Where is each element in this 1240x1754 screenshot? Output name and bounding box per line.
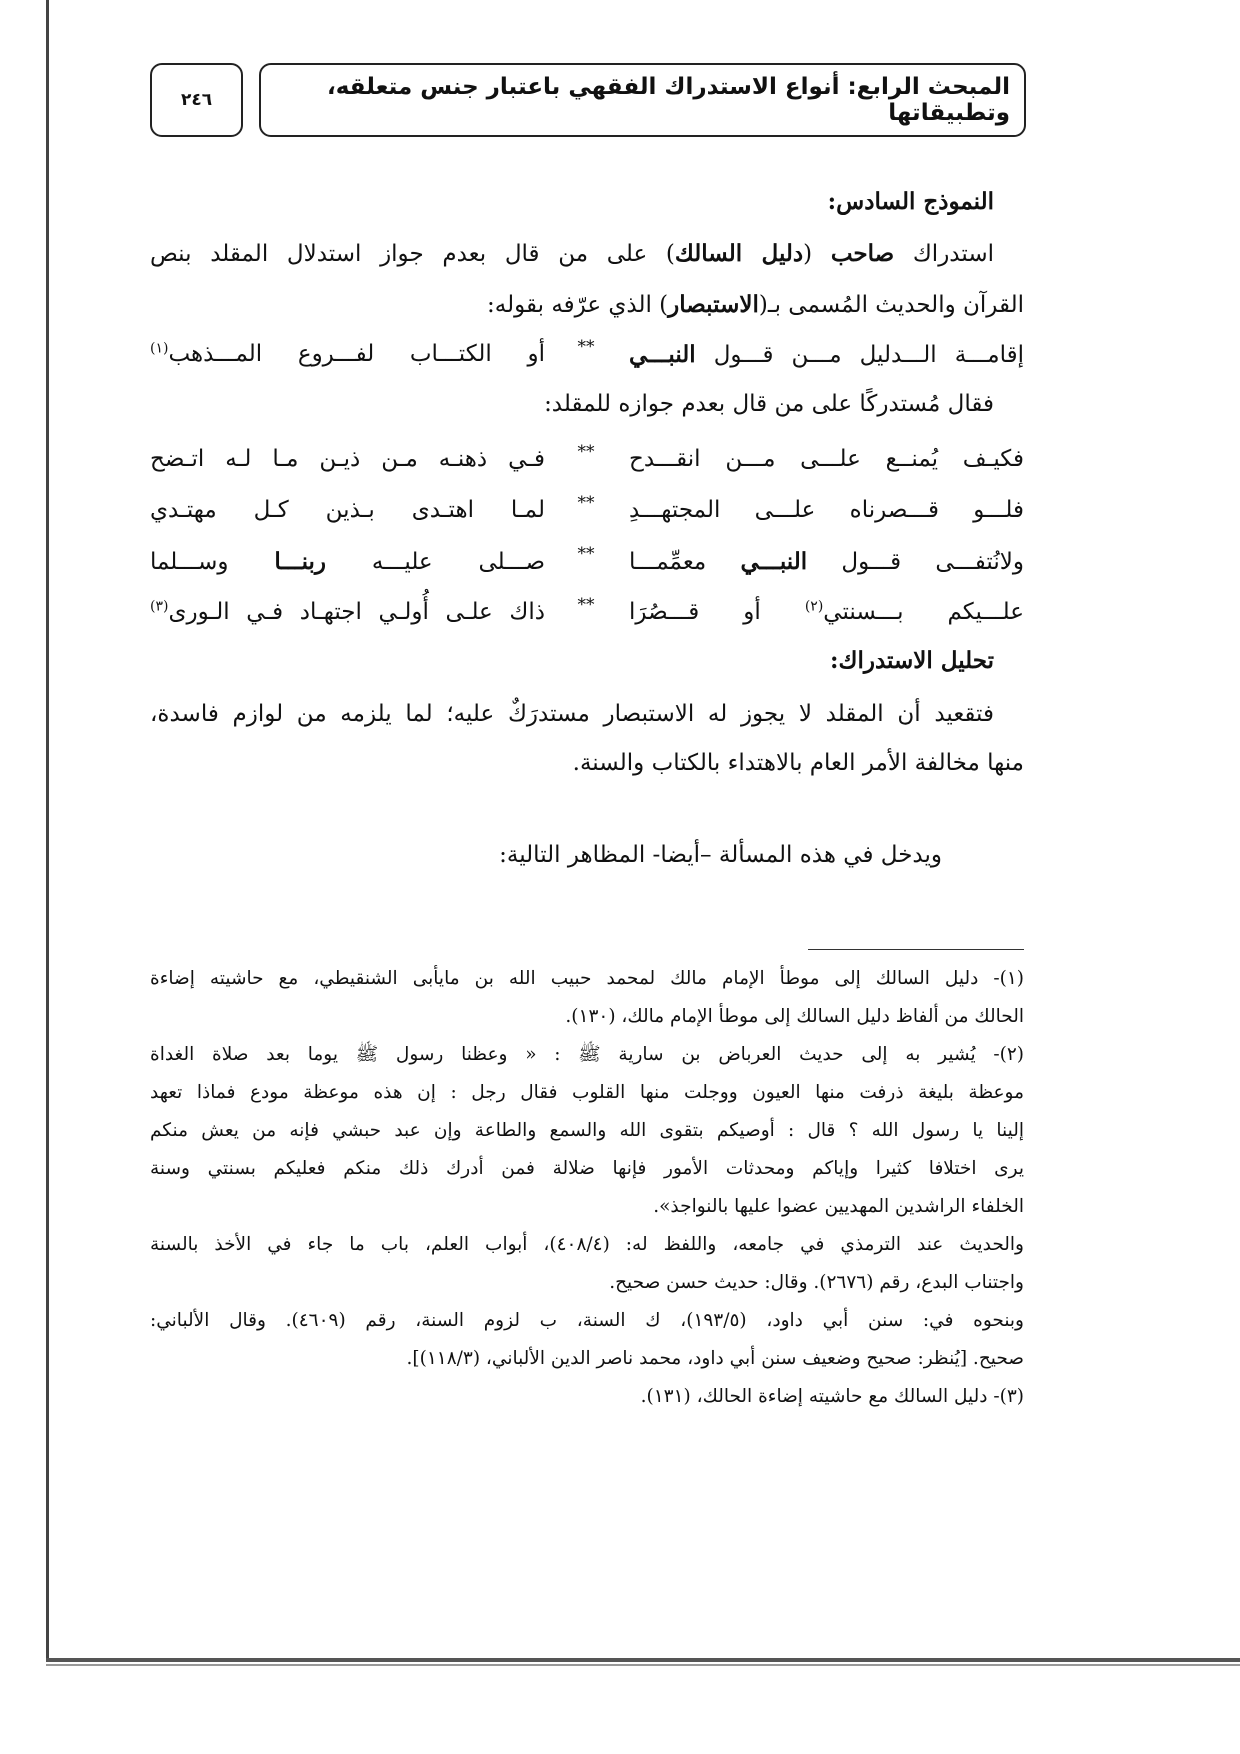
paragraph-1-line-1: استدراك صاحب (دليل السالك) على من قال بعدم جواز استدلال المقلد بنص <box>150 240 994 267</box>
footnote-2-line-8: وبنحوه في: سنن أبي داود، (١٩٣/٥)، ك السنة، ب لزوم السنة، رقم (٤٦٠٩). وقال الألباني: <box>150 1310 1024 1331</box>
paragraph-4: ويدخل في هذه المسألة –أيضا- المظاهر التالية: <box>499 842 942 868</box>
footnote-ref-2: (٢) <box>804 598 824 615</box>
page-number: ٢٤٦ <box>150 63 243 137</box>
footnote-2-line-6: والحديث عند الترمذي في جامعه، واللفظ له: (٤٠٨/٤)، أبواب العلم، باب ما جاء في الأخذ بالسنة <box>150 1234 1024 1255</box>
footnote-2-line-5: الخلفاء الراشدين المهديين عضوا عليها بالنواجذ». <box>653 1196 1024 1217</box>
footnote-1-line-1: (١)- دليل السالك إلى موطأ الإمام مالك لمحمد حبيب الله بن مايأبى الشنقيطي، مع حاشيته إضاءة <box>150 968 1024 989</box>
paragraph-3-line-2: منها مخالفة الأمر العام بالاهتداء بالكتاب والسنة. <box>572 750 1024 776</box>
poem-verse-2: فلـــو قـــصرناه علـــى المجتهـــدِ ** لمـا اهتـدى بـذين كـل مهتـدي <box>150 493 1024 523</box>
heading-sixth-model: النموذج السادس: <box>827 188 994 215</box>
footnote-ref-3: (٣) <box>150 598 169 615</box>
paragraph-1-line-2: القرآن والحديث المُسمى بـ(الاستبصار) الذي عرّفه بقوله: <box>487 291 1024 318</box>
verse-separator: ** <box>577 337 595 357</box>
definition-verse <box>150 337 1024 375</box>
footnote-2-line-4: يرى اختلافا كثيرا وإياكم ومحدثات الأمور فإنها ضلالة فمن أدرك ذلك منكم فعليكم بسنتي وسنة <box>150 1158 1024 1179</box>
footnote-2-line-3: إلينا يا رسول الله ؟ قال : أوصيكم بتقوى الله والسمع والطاعة وإن عبد حبشي فإنه من يعش منكم <box>150 1120 1024 1141</box>
page-frame-bottom-shadow <box>46 1664 1240 1666</box>
poem-verse-1: فكيـف يُمنــع علـــى مـــن انقـــدح ** فـي ذهنـه مـن ذيـن مـا لـه اتـضح <box>150 442 1024 472</box>
footnote-2-line-9: صحيح. [يُنظر: صحيح وضعيف سنن أبي داود، محمد ناصر الدين الألباني، (١١٨/٣)]. <box>406 1348 1024 1369</box>
page-frame-left <box>46 0 49 1660</box>
footnote-divider <box>808 949 1024 950</box>
footnote-2-line-2: موعظة بليغة ذرفت منها العيون ووجلت منها القلوب فقال رجل : إن هذه موعظة مودع فماذا تعهد <box>150 1082 1024 1103</box>
definition-verse-first-hemistich: إقامـــة الـــدليل مـــن قـــول النبـــي <box>629 341 1024 368</box>
footnote-2-line-7: واجتناب البدع، رقم (٢٦٧٦). وقال: حديث حسن صحيح. <box>609 1272 1024 1293</box>
poem-introduction: فقال مُستدركًا على من قال بعدم جوازه للمقلد: <box>544 391 994 417</box>
paragraph-3-line-1: فتقعيد أن المقلد لا يجوز له الاستبصار مستدرَكٌ عليه؛ لما يلزمه من لوازم فاسدة، <box>150 701 994 727</box>
header-title-text: المبحث الرابع: أنواع الاستدراك الفقهي باعتبار جنس متعلقه، وتطبيقاتها <box>326 74 1010 126</box>
footnote-ref-1: (١) <box>150 340 169 357</box>
poem-verse-3: ولانُتفـــى قـــول النبـــي معمِّمـــا ** صـــلى عليـــه ربنـــا وســـلما <box>150 544 1024 575</box>
footnote-2-line-1: (٢)- يُشير به إلى حديث العرباض بن سارية ﷺ : « وعظنا رسول ﷺ يوما بعد صلاة الغداة <box>150 1044 1024 1065</box>
definition-verse-second-hemistich: أو الكتـــاب لفـــروع المـــذهب$^{(١)}$ <box>150 340 545 367</box>
heading-analysis: تحليل الاستدراك: <box>830 647 994 674</box>
running-header-title <box>259 63 1026 137</box>
page-frame-bottom <box>46 1658 1240 1662</box>
footnote-1-line-2: الحالك من ألفاظ دليل السالك إلى موطأ الإمام مالك، (١٣٠). <box>565 1006 1024 1027</box>
footnote-3-line-1: (٣)- دليل السالك مع حاشيته إضاءة الحالك، (١٣١). <box>640 1386 1024 1407</box>
poem-verse-4: علـــيكم بـــسنتي$^{(٢)}$ أو قـــصُرَا ** ذاك علـى أُولـي اجتهـاد فـي الـورى$^{(٣)}$ <box>150 595 1025 625</box>
